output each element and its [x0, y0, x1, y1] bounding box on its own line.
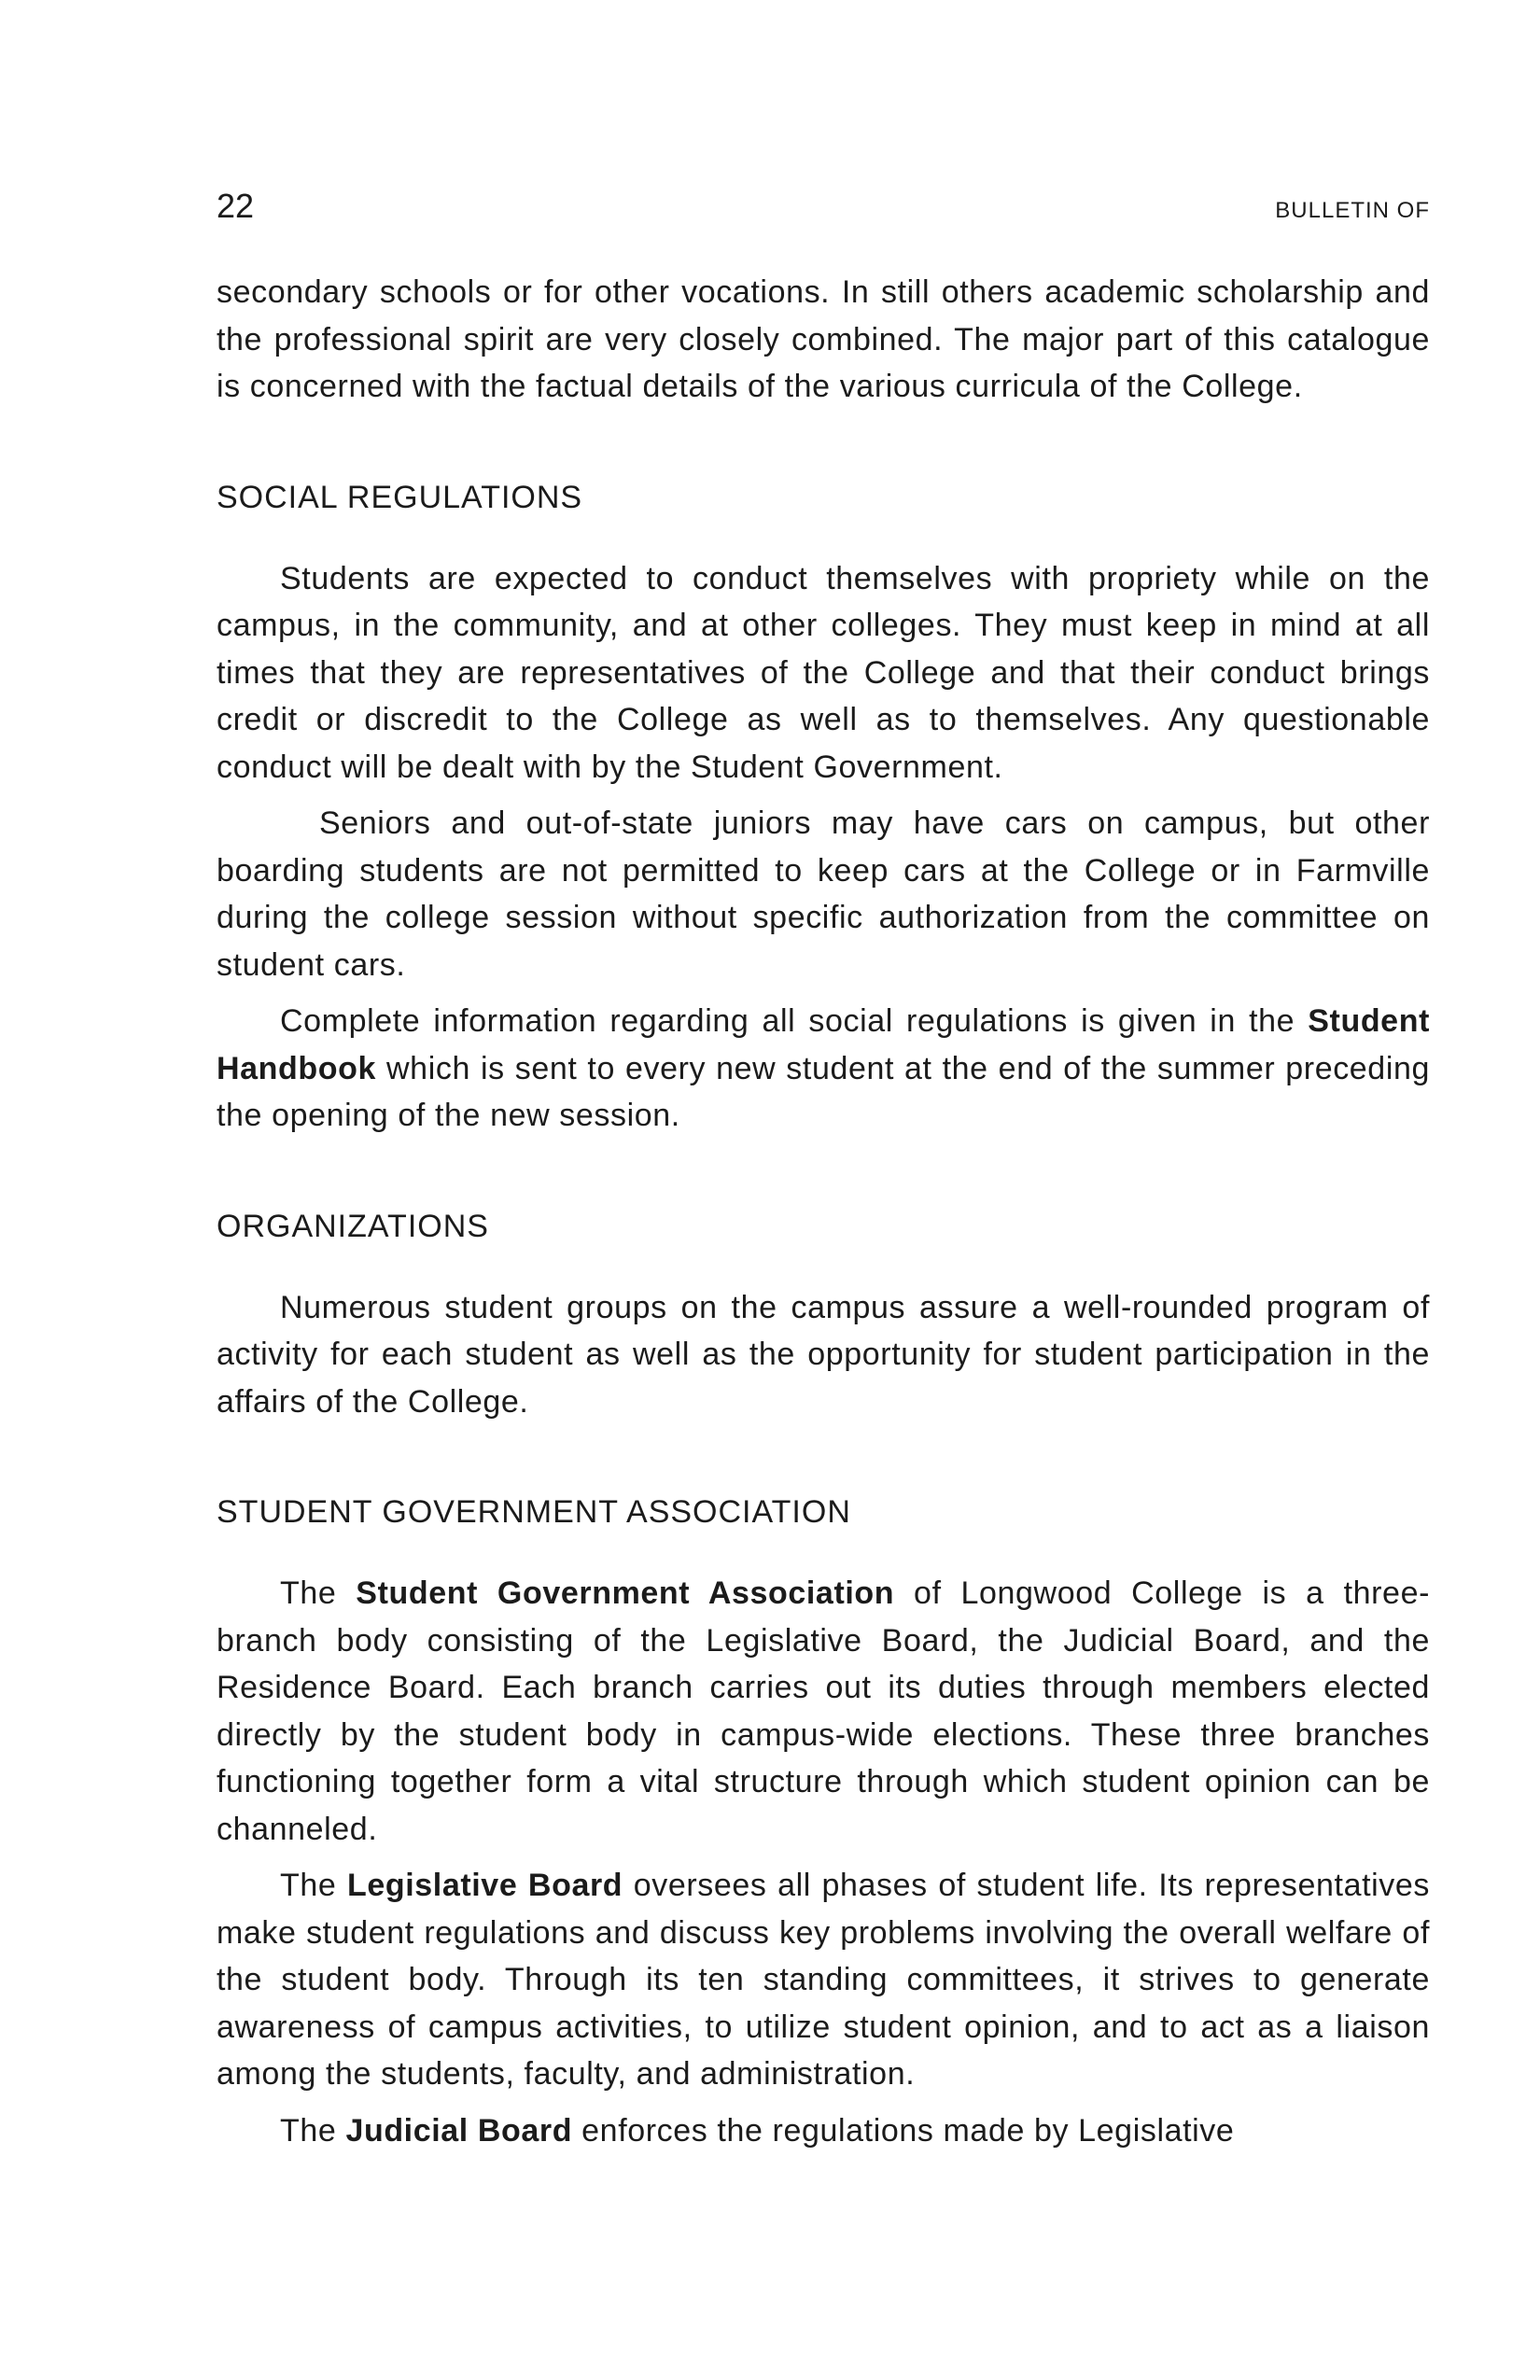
social-regulations-paragraph-3: [217, 998, 1430, 1140]
sga-paragraph-1: [217, 1570, 1430, 1853]
sga-paragraph-2: [217, 1862, 1430, 2098]
sga-heading: STUDENT GOVERNMENT ASSOCIATION: [217, 1494, 851, 1530]
legislative-board-bold: Legislative Board: [346, 1868, 623, 1903]
text-run: Complete information regarding all social regulations is given in the: [280, 1003, 1309, 1039]
text-run: The: [280, 1575, 357, 1611]
judicial-board-bold: Judicial Board: [345, 2112, 573, 2149]
organizations-paragraph-1: Numerous student groups on the campus assure a well-rounded program of activity for each student as well as the opportunity for student participation in the affairs of the College.: [217, 1289, 1430, 1420]
social-regulations-heading: SOCIAL REGULATIONS: [217, 479, 583, 515]
student-handbook-bold: Student Handbook: [217, 1003, 1430, 1086]
social-regulations-paragraph-2: Seniors and out-of-state juniors may have cars on campus, but other boarding students are not permitted to keep cars at the College or in Farmville during the college session without specific authorization from the committee on student cars.: [217, 805, 1430, 983]
social-regulations-paragraph-1: Students are expected to conduct themselves with propriety while on the campus, in the community, and at other colleges. They must keep in mind at all times that they are representatives of the College and that their conduct brings credit or discredit to the College as well as to themselves. Any questionable conduct will be dealt with by the Student Government.: [217, 560, 1430, 785]
text-run: oversees all phases of student life. Its representatives make student regulations and discuss key problems involving the overall welfare of the student body. Through its ten standing committees, it strives to generate awareness of campus activities, to utilize student opinion, and to act as a liaison among the students, faculty, and administration.: [217, 1868, 1431, 2092]
page: [217, 187, 1430, 2154]
text-run: The: [280, 2112, 346, 2149]
text-run: of Longwood College is a three-branch body consisting of the Legislative Board, the Judicial Board, and the Residence Board. Each branch carries out its duties through members elected directly by the student body in campus-wide elections. These three branches functioning together form a vital structure through which student opinion can be channeled.: [217, 1575, 1431, 1847]
sga-bold: Student Government Association: [356, 1575, 895, 1611]
sga-paragraph-3: [217, 2107, 1430, 2155]
running-head: BULLETIN OF: [1275, 198, 1430, 223]
intro-paragraph: secondary schools or for other vocations. In still others academic scholarship and the professional spirit are very closely combined. The major part of this catalogue is concerned with the factual details of the various curricula of the College.: [217, 274, 1430, 404]
text-run: enforces the regulations made by Legislative: [572, 2112, 1235, 2149]
page-header: [217, 187, 1430, 226]
text-run: The: [280, 1868, 347, 1903]
text-run: which is sent to every new student at the end of the summer preceding the opening of the new session.: [217, 1050, 1430, 1133]
organizations-heading: ORGANIZATIONS: [217, 1208, 489, 1244]
page-number: 22: [217, 187, 255, 225]
